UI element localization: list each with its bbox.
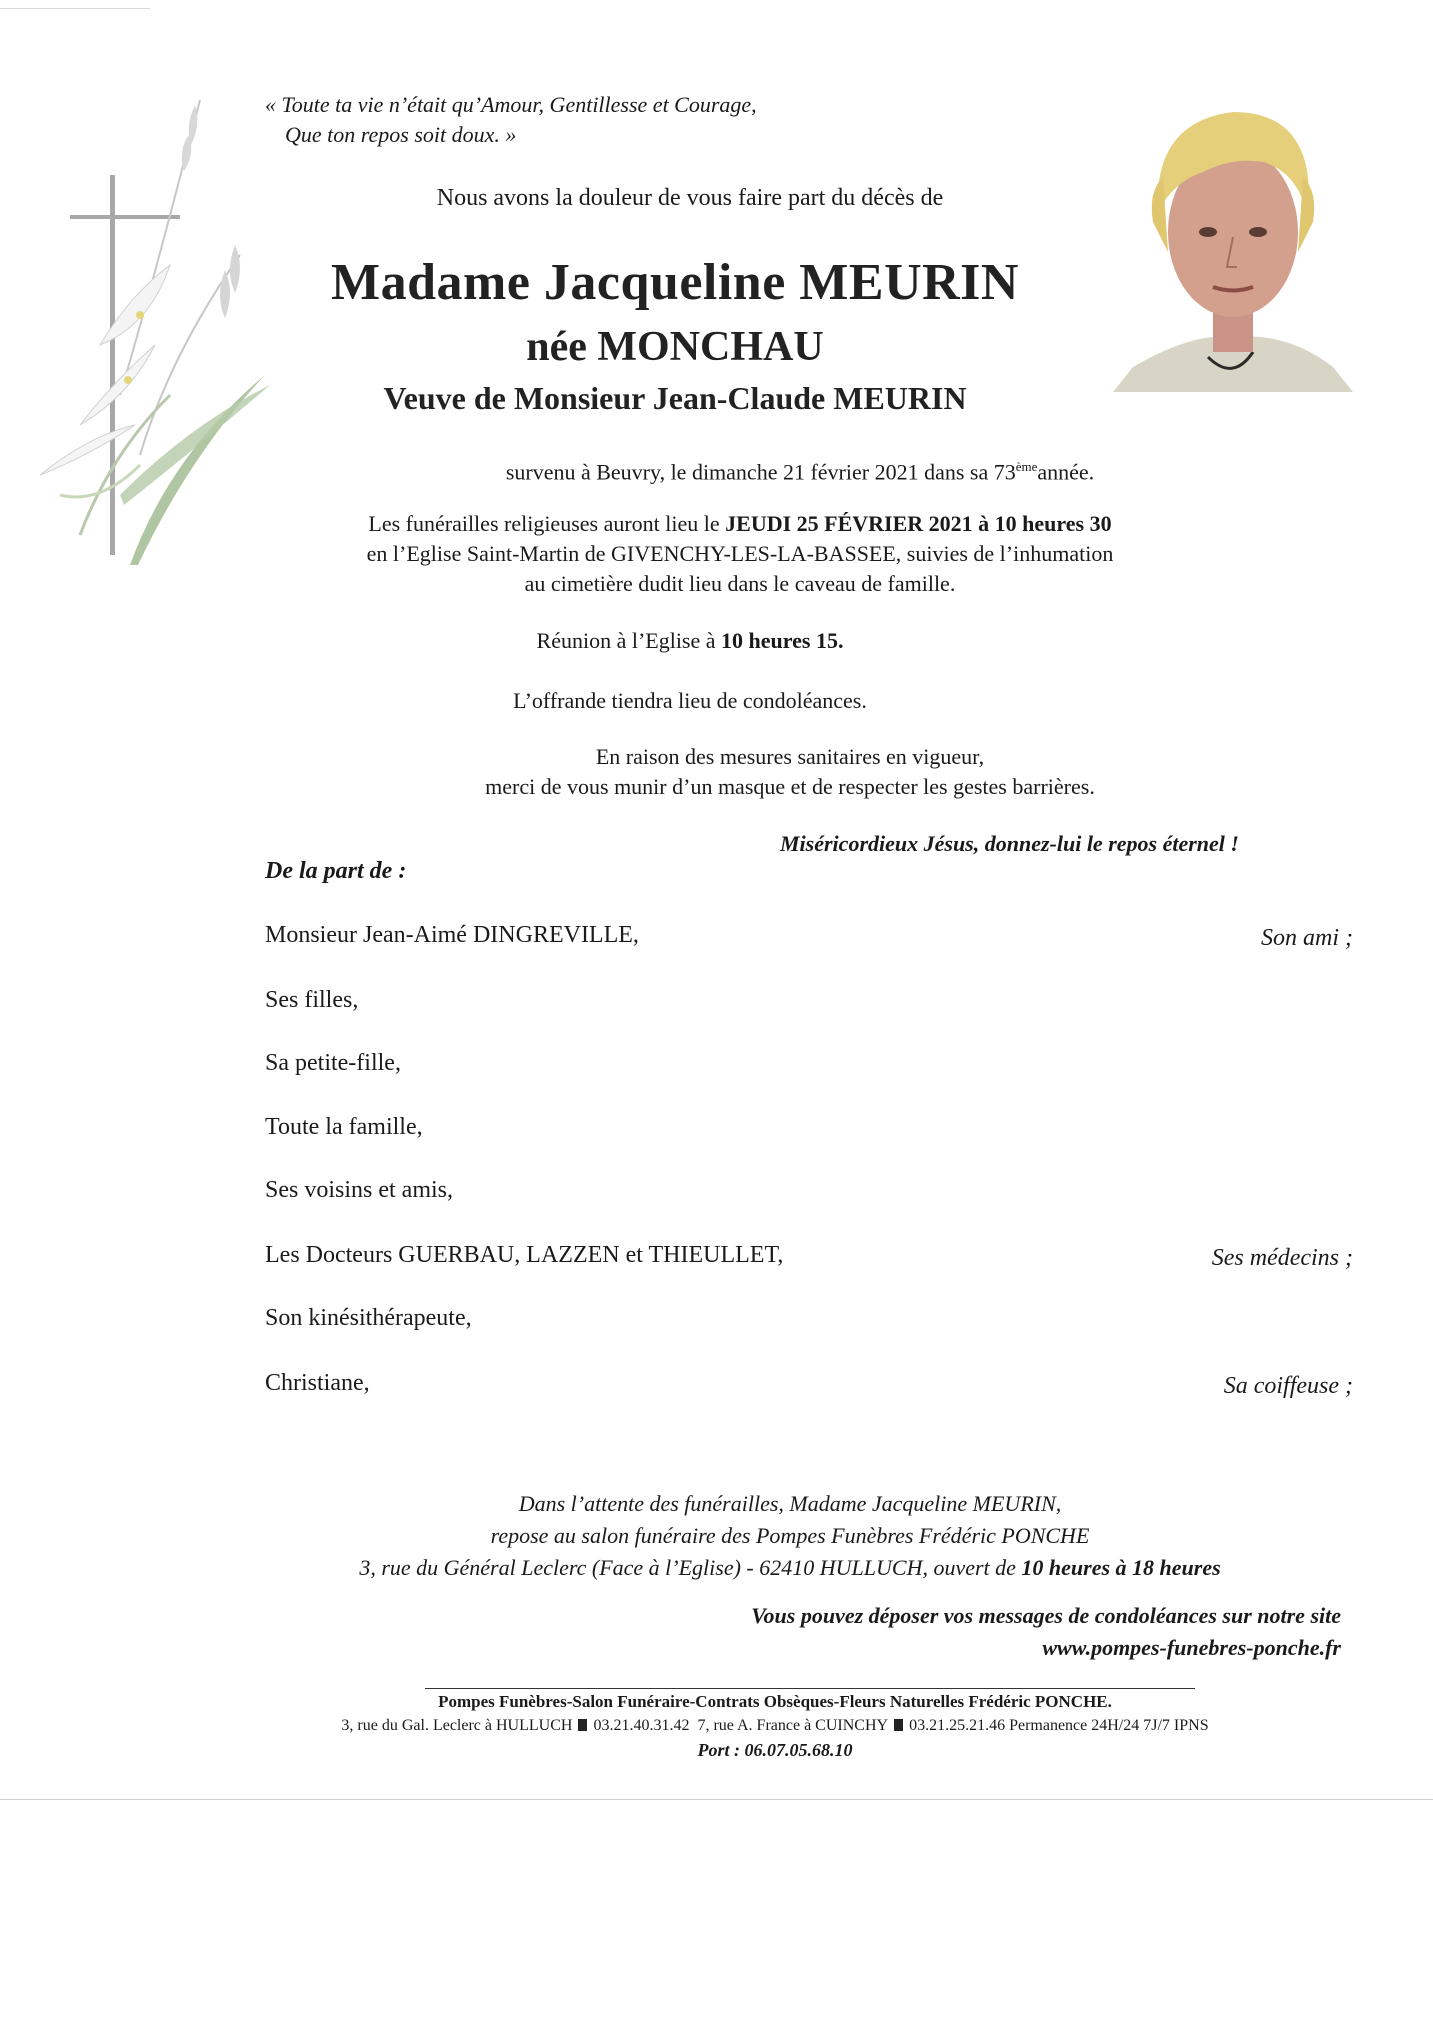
death-details-end: année. (1037, 459, 1095, 485)
family-name-3: Sa petite-fille, (265, 1050, 401, 1076)
footer-mobile: Port : 06.07.05.68.10 (697, 1740, 853, 1760)
offering-note: L’offrande tiendra lieu de condoléances. (513, 688, 867, 713)
deceased-name: Madame Jacqueline MEURIN (331, 254, 1019, 311)
funeral-home-line-1: Dans l’attente des funérailles, Madame Jacqueline MEURIN, (518, 1491, 1062, 1516)
scan-edge-line (0, 1799, 1433, 1800)
phone-icon (894, 1719, 903, 1731)
footer-rule (425, 1688, 1195, 1689)
funeral-burial: au cimetière dudit lieu dans le caveau de famille. (524, 571, 956, 596)
footer-addresses (200, 1714, 1350, 1738)
widow-of: Veuve de Monsieur Jean-Claude MEURIN (383, 380, 967, 416)
footer-company: Pompes Funèbres-Salon Funéraire-Contrats Obsèques-Fleurs Naturelles Frédéric PONCHE. (438, 1692, 1112, 1711)
quote-line-1: « Toute ta vie n’était qu’Amour, Gentillesse et Courage, (265, 92, 757, 117)
meeting-hour: 10 heures 15. (721, 628, 844, 653)
family-name-4: Toute la famille, (265, 1114, 423, 1140)
death-details (300, 452, 1300, 487)
from-heading: De la part de : (265, 858, 407, 884)
opening-quote (265, 90, 757, 150)
sanitary-note (300, 742, 1280, 802)
family-name-8: Christiane, (265, 1370, 370, 1396)
funeral-home-line-2: repose au salon funéraire des Pompes Funèbres Frédéric PONCHE (490, 1523, 1090, 1548)
funeral-home-note (240, 1488, 1340, 1584)
condolence-site-url[interactable]: www.pompes-funebres-ponche.fr (1042, 1635, 1341, 1660)
family-name-7: Son kinésithérapeute, (265, 1305, 472, 1331)
funeral-place: en l’Eglise Saint-Martin de GIVENCHY-LES-LA-BASSEE, suivies de l’inhumation (366, 541, 1114, 566)
scan-edge-line (0, 8, 150, 9)
footer-address-hulluch: 3, rue du Gal. Leclerc à HULLUCH (341, 1717, 573, 1734)
footer-tel-cuinchy: 03.21.25.21.46 Permanence 24H/24 7J/7 IPNS (909, 1717, 1209, 1734)
family-relation-8: Sa coiffeuse ; (1223, 1373, 1353, 1399)
meeting-time (300, 626, 1080, 656)
meeting-intro: Réunion à l’Eglise à (536, 628, 722, 653)
family-relation-6: Ses médecins ; (1211, 1245, 1353, 1271)
footer-tel-hulluch: 03.21.40.31.42 (593, 1717, 690, 1734)
family-name-2: Ses filles, (265, 987, 359, 1013)
family-name-1: Monsieur Jean-Aimé DINGREVILLE, (265, 922, 639, 948)
condolence-site-note (751, 1600, 1341, 1664)
family-relation-1: Son ami ; (1261, 925, 1353, 951)
family-name-5: Ses voisins et amis, (265, 1177, 454, 1203)
ordinal-suffix: ème (1015, 459, 1038, 474)
portrait-photo (1113, 82, 1353, 392)
condolence-site-text: Vous pouvez déposer vos messages de condoléances sur notre site (751, 1603, 1341, 1628)
prayer-line: Miséricordieux Jésus, donnez-lui le repos éternel ! (780, 831, 1239, 856)
cross-lily-decoration-icon (20, 95, 290, 565)
death-details-text: survenu à Beuvry, le dimanche 21 février 2021 dans sa 73 (505, 459, 1016, 485)
funeral-intro: Les funérailles religieuses auront lieu le (368, 511, 726, 536)
footer-address-cuinchy: 7, rue A. France à CUINCHY (697, 1717, 889, 1734)
family-name-6: Les Docteurs GUERBAU, LAZZEN et THIEULLET, (265, 1242, 784, 1268)
phone-icon (578, 1719, 587, 1731)
funeral-details (240, 509, 1240, 599)
funeral-date: JEUDI 25 FÉVRIER 2021 à 10 heures 30 (725, 511, 1112, 536)
footer (200, 1690, 1350, 1762)
maiden-name: née MONCHAU (526, 324, 824, 370)
announcement-text: Nous avons la douleur de vous faire part du décès de (436, 185, 944, 211)
sanitary-line-1: En raison des mesures sanitaires en vigueur, (595, 744, 985, 769)
quote-line-2: Que ton repos soit doux. » (285, 122, 517, 147)
funeral-home-hours: 10 heures à 18 heures (1021, 1555, 1221, 1580)
sanitary-line-2: merci de vous munir d’un masque et de respecter les gestes barrières. (485, 774, 1095, 799)
funeral-home-address: 3, rue du Général Leclerc (Face à l’Eglise) - 62410 HULLUCH, ouvert de (359, 1555, 1022, 1580)
